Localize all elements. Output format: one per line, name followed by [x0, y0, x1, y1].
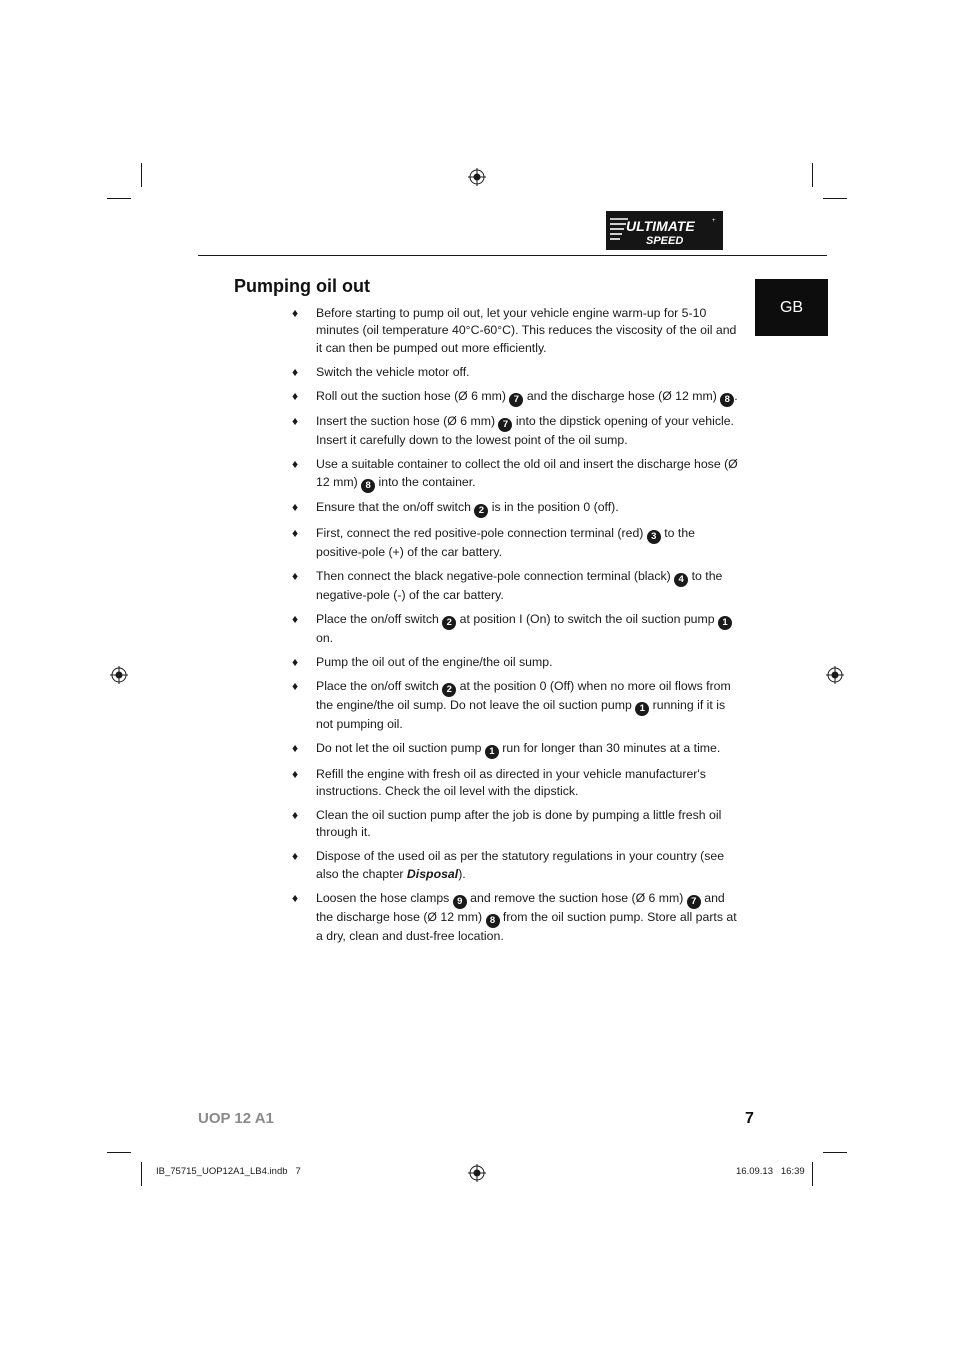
bullet-diamond-icon: ♦	[292, 526, 299, 540]
crop-mark	[141, 1162, 142, 1186]
bullet-diamond-icon: ♦	[292, 388, 299, 403]
instruction-list	[292, 305, 740, 952]
bullet-diamond-icon: ♦	[292, 849, 299, 864]
print-slug-file: IB_75715_UOP12A1_LB4.indb 7	[156, 1166, 301, 1177]
part-number-badge: 8	[361, 479, 375, 493]
list-item	[292, 611, 740, 647]
step-text: is in the position 0 (off).	[488, 500, 619, 515]
list-item	[292, 305, 740, 357]
step-text: from the oil suction pump. Store all parts at a dry, clean and dust-free location.	[316, 909, 737, 943]
step-text: Use a suitable container to collect the old oil and insert the discharge hose (Ø 12 mm)	[316, 457, 738, 489]
bullet-diamond-icon: ♦	[292, 890, 299, 905]
list-item	[292, 568, 740, 604]
step-text: at position I (On) to switch the oil suction pump	[456, 612, 719, 626]
bullet-diamond-icon: ♦	[292, 457, 299, 472]
crop-mark	[823, 1152, 847, 1153]
step-text: Dispose of the used oil as per the statutory regulations in your country (see also the chapter	[316, 849, 725, 881]
step-text: First, connect the red positive-pole connection terminal (red)	[316, 526, 647, 540]
step-text: ).	[458, 866, 466, 881]
svg-text:+: +	[712, 218, 716, 224]
part-number-badge: 9	[453, 895, 467, 909]
part-number-badge: 7	[498, 418, 512, 432]
step-text: on.	[316, 631, 334, 645]
step-text: at the position 0 (Off) when no more oil flows from the engine/the oil sump. Do not leave the oil suction pump	[316, 679, 731, 712]
list-item	[292, 388, 740, 407]
step-text: Refill the engine with fresh oil as directed in your vehicle manufacturer's instructions. Check the oil level with the dipstick.	[316, 766, 706, 798]
part-number-badge: 1	[718, 616, 732, 630]
svg-text:SPEED: SPEED	[646, 235, 684, 247]
crop-mark	[141, 163, 142, 187]
part-number-badge: 2	[474, 504, 488, 518]
list-item	[292, 890, 740, 945]
step-text: into the container.	[375, 474, 476, 489]
list-item	[292, 364, 740, 381]
part-number-badge: 2	[442, 683, 456, 697]
part-number-badge: 8	[720, 393, 734, 407]
list-item	[292, 740, 740, 759]
part-number-badge: 7	[509, 393, 523, 407]
step-text: Roll out the suction hose (Ø 6 mm)	[316, 388, 510, 403]
registration-mark-icon	[468, 168, 486, 186]
step-text: .	[734, 388, 738, 403]
crop-mark	[107, 1152, 131, 1153]
part-number-badge: 2	[442, 616, 456, 630]
step-text: and the discharge hose (Ø 12 mm)	[523, 388, 721, 403]
bullet-diamond-icon: ♦	[292, 612, 299, 626]
step-text: Do not let the oil suction pump	[316, 741, 485, 755]
list-item	[292, 766, 740, 801]
list-item	[292, 654, 740, 671]
step-text: to the positive-pole (+) of the car battery.	[316, 526, 695, 559]
brand-logo	[606, 211, 723, 250]
part-number-badge: 1	[635, 702, 649, 716]
registration-mark-icon	[826, 666, 844, 684]
step-text: Switch the vehicle motor off.	[316, 364, 470, 379]
bullet-diamond-icon: ♦	[292, 306, 299, 320]
logo-graphic	[606, 211, 723, 250]
step-text: and the discharge hose (Ø 12 mm)	[316, 890, 725, 924]
step-text: Clean the oil suction pump after the job is done by pumping a little fresh oil through it.	[316, 808, 722, 840]
part-number-badge: 4	[674, 573, 688, 587]
section-title: Pumping oil out	[234, 276, 370, 296]
language-tab	[755, 279, 828, 336]
registration-mark-icon	[110, 666, 128, 684]
bullet-diamond-icon: ♦	[292, 679, 299, 693]
step-text: Place the on/off switch	[316, 612, 443, 626]
part-number-badge: 1	[485, 745, 499, 759]
list-item	[292, 525, 740, 561]
bullet-diamond-icon: ♦	[292, 500, 299, 515]
list-item	[292, 678, 740, 733]
step-text: and remove the suction hose (Ø 6 mm)	[466, 890, 687, 905]
part-number-badge: 8	[486, 914, 500, 928]
bullet-diamond-icon: ♦	[292, 414, 299, 429]
crop-mark	[823, 198, 847, 199]
list-item	[292, 456, 740, 492]
chapter-reference: Disposal	[406, 866, 459, 881]
list-item	[292, 807, 740, 842]
bullet-diamond-icon: ♦	[292, 655, 299, 669]
step-text: Place the on/off switch	[316, 679, 443, 693]
list-item	[292, 848, 740, 883]
crop-mark	[812, 1162, 813, 1186]
step-text: Insert the suction hose (Ø 6 mm)	[316, 414, 499, 429]
registration-mark-icon	[468, 1164, 486, 1182]
bullet-diamond-icon: ♦	[292, 569, 299, 583]
bullet-diamond-icon: ♦	[292, 741, 299, 755]
page-number: 7	[745, 1110, 754, 1127]
footer-model: UOP 12 A1	[198, 1110, 274, 1127]
bullet-diamond-icon: ♦	[292, 364, 299, 379]
step-text: into the dipstick opening of your vehicle. Insert it carefully down to the lowest point of the oil sump.	[316, 414, 734, 448]
bullet-diamond-icon: ♦	[292, 808, 299, 822]
list-item	[292, 499, 740, 518]
step-text: Then connect the black negative-pole connection terminal (black)	[316, 569, 675, 583]
list-item	[292, 413, 740, 449]
part-number-badge: 3	[647, 530, 661, 544]
step-text: to the negative-pole (-) of the car battery.	[316, 569, 723, 602]
step-text: Loosen the hose clamps	[316, 890, 453, 905]
step-text: running if it is not pumping oil.	[316, 698, 726, 731]
bullet-diamond-icon: ♦	[292, 766, 299, 781]
svg-text:ULTIMATE: ULTIMATE	[626, 218, 695, 234]
crop-mark	[812, 163, 813, 187]
crop-mark	[107, 198, 131, 199]
header-rule	[198, 255, 827, 256]
step-text: Before starting to pump oil out, let your vehicle engine warm-up for 5-10 minutes (oil temperature 40°C-60°C). This reduces the viscosity of the oil and it can then be pumped out more efficiently.	[316, 306, 737, 355]
part-number-badge: 7	[687, 895, 701, 909]
print-slug-date: 16.09.13 16:39	[736, 1166, 805, 1177]
step-text: Ensure that the on/off switch	[316, 500, 475, 515]
language-tab-label: GB	[779, 298, 804, 316]
step-text: run for longer than 30 minutes at a time.	[498, 741, 721, 755]
step-text: Pump the oil out of the engine/the oil sump.	[316, 655, 553, 669]
